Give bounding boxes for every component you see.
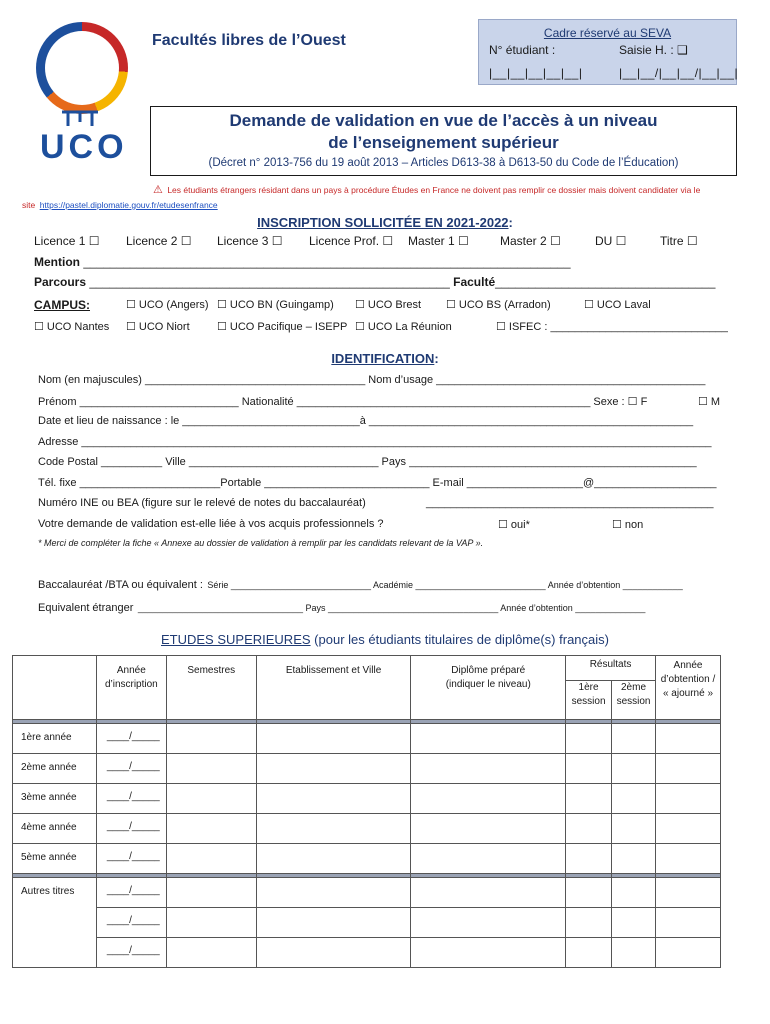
session2-cell[interactable] <box>612 754 656 784</box>
seva-student-number-label: N° étudiant : <box>489 43 556 57</box>
campus-pacifique[interactable]: ☐ UCO Pacifique – ISEPP <box>217 321 348 333</box>
session1-cell[interactable] <box>566 908 612 938</box>
ine-field[interactable]: _______________________________________________ <box>426 497 714 509</box>
diplome-cell[interactable] <box>411 784 566 814</box>
table-row <box>13 844 721 874</box>
diplome-cell[interactable] <box>411 878 566 908</box>
diplome-cell[interactable] <box>411 814 566 844</box>
title-decree: (Décret n° 2013-756 du 19 août 2013 – Articles D613-38 à D613-50 du Code de l’Éducation) <box>208 157 679 169</box>
faculte-field[interactable]: _________________________________ <box>495 275 716 289</box>
row-label: 3ème année <box>13 784 97 814</box>
year-field[interactable]: ____/_____ <box>96 814 166 844</box>
vap-note: * Merci de compléter la fiche « Annexe au dossier de validation à remplir par les candidats relevant de la VAP ». <box>38 538 484 548</box>
session1-cell[interactable] <box>566 784 612 814</box>
level-licence-1[interactable]: Licence 1 ☐ <box>34 234 100 248</box>
institution-name: Facultés libres de l’Ouest <box>152 32 346 49</box>
semestres-cell[interactable] <box>166 878 256 908</box>
header-semestres: Semestres <box>166 656 256 720</box>
obtention-cell[interactable] <box>656 938 721 968</box>
header-etablissement: Etablissement et Ville <box>256 656 411 720</box>
etablissement-cell[interactable] <box>256 844 411 874</box>
identification-section-title <box>0 351 770 366</box>
obtention-cell[interactable] <box>656 724 721 754</box>
diplome-cell[interactable] <box>411 724 566 754</box>
row-label: 1ère année <box>13 724 97 754</box>
inscription-title-text: INSCRIPTION SOLLICITÉE EN 2021-2022 <box>257 215 509 230</box>
mention-field[interactable]: _________________________________________________________________________ <box>83 255 571 269</box>
session1-cell[interactable] <box>566 844 612 874</box>
inscription-section-title <box>0 215 770 230</box>
session2-cell[interactable] <box>612 938 656 968</box>
etablissement-cell[interactable] <box>256 724 411 754</box>
session2-cell[interactable] <box>612 724 656 754</box>
adresse-field[interactable]: Adresse _______________________________________________________________________________________________________ <box>38 436 712 448</box>
row-label: 5ème année <box>13 844 97 874</box>
etablissement-cell[interactable] <box>256 908 411 938</box>
level-master-2[interactable]: Master 2 ☐ <box>500 234 561 248</box>
warning-site-line <box>22 195 218 213</box>
etablissement-cell[interactable] <box>256 938 411 968</box>
faculte-label: Faculté <box>453 275 496 289</box>
uco-logo-text: UCO <box>40 128 128 166</box>
code-postal-field[interactable]: Code Postal __________ Ville _______________________________ Pays _______________________________________________ <box>38 456 697 468</box>
header-annee-inscription: Année d’inscription <box>96 656 166 720</box>
campus-label: CAMPUS: <box>34 298 90 312</box>
parcours-field[interactable]: ______________________________________________________ <box>89 275 450 289</box>
campus-niort[interactable]: ☐ UCO Niort <box>126 321 190 333</box>
etudes-section-title <box>0 632 770 647</box>
warning-icon: ⚠ <box>153 184 163 196</box>
equivalent-fields[interactable]: _________________________________ Pays __________________________________ Année d’obtention ______________ <box>137 603 646 613</box>
level-licence-3[interactable]: Licence 3 ☐ <box>217 234 283 248</box>
campus-reunion[interactable]: ☐ UCO La Réunion <box>355 321 452 333</box>
seva-saisie-label: Saisie H. : ❑ <box>619 43 688 57</box>
uco-logo-ring <box>36 22 128 114</box>
year-field[interactable]: ____/_____ <box>96 878 166 908</box>
warning-site-label: site <box>22 200 36 210</box>
warning-text: Les étudiants étrangers résidant dans un pays à procédure Études en France ne doivent pas remplir ce dossier mais doivent candidater via le <box>167 185 701 195</box>
row-label: 2ème année <box>13 754 97 784</box>
header-blank <box>13 656 97 720</box>
session2-cell[interactable] <box>612 814 656 844</box>
session2-cell[interactable] <box>612 844 656 874</box>
etablissement-cell[interactable] <box>256 754 411 784</box>
equivalent-row <box>38 598 645 616</box>
semestres-cell[interactable] <box>166 938 256 968</box>
seva-title: Cadre réservé au SEVA <box>543 26 672 40</box>
session2-cell[interactable] <box>612 878 656 908</box>
semestres-cell[interactable] <box>166 754 256 784</box>
vap-question: Votre demande de validation est-elle liée à vos acquis professionnels ? <box>38 518 384 530</box>
session2-cell[interactable] <box>612 908 656 938</box>
level-licence-2[interactable]: Licence 2 ☐ <box>126 234 192 248</box>
session1-cell[interactable] <box>566 814 612 844</box>
campus-brest[interactable]: ☐ UCO Brest <box>355 299 422 311</box>
semestres-cell[interactable] <box>166 784 256 814</box>
session1-cell[interactable] <box>566 724 612 754</box>
table-row <box>13 724 721 754</box>
diplome-cell[interactable] <box>411 754 566 784</box>
year-field[interactable]: ____/_____ <box>96 724 166 754</box>
level-master-1[interactable]: Master 1 ☐ <box>408 234 469 248</box>
etudes-subtitle: (pour les étudiants titulaires de diplôme(s) français) <box>314 632 609 647</box>
campus-isfec[interactable]: ☐ ISFEC : _____________________________ <box>496 321 728 333</box>
diplome-cell[interactable] <box>411 844 566 874</box>
etudes-table <box>12 655 721 968</box>
level-titre[interactable]: Titre ☐ <box>660 234 698 248</box>
table-header-row <box>13 656 721 681</box>
nom-field[interactable]: Nom (en majuscules) ____________________________________ Nom d’usage ____________________________________________ <box>38 374 706 386</box>
vap-oui-checkbox[interactable]: ☐ oui* <box>498 519 530 531</box>
seva-date-boxes[interactable]: |__|__/|__|__/|__|__| <box>619 66 739 80</box>
table-row <box>13 938 721 968</box>
diplome-cell[interactable] <box>411 938 566 968</box>
header-diplome: Diplôme préparé (indiquer le niveau) <box>411 656 566 720</box>
parcours-label: Parcours <box>34 275 87 289</box>
year-field[interactable]: ____/_____ <box>96 754 166 784</box>
etablissement-cell[interactable] <box>256 878 411 908</box>
session1-cell[interactable] <box>566 754 612 784</box>
obtention-cell[interactable] <box>656 878 721 908</box>
telephone-field[interactable]: Tél. fixe _______________________Portable ___________________________ E-mail ___________________@____________________ <box>38 477 717 489</box>
semestres-cell[interactable] <box>166 814 256 844</box>
session2-cell[interactable] <box>612 784 656 814</box>
year-field[interactable]: ____/_____ <box>96 844 166 874</box>
parcours-row <box>34 275 715 289</box>
title-line-2: de l’enseignement supérieur <box>328 133 559 152</box>
semestres-cell[interactable] <box>166 724 256 754</box>
campus-laval[interactable]: ☐ UCO Laval <box>584 299 651 311</box>
table-row <box>13 784 721 814</box>
year-field[interactable]: ____/_____ <box>96 938 166 968</box>
equivalent-label: Equivalent étranger <box>38 602 134 614</box>
autres-titres-label: Autres titres <box>13 878 97 968</box>
foreign-students-warning <box>153 180 763 198</box>
campus-angers[interactable]: ☐ UCO (Angers) <box>126 299 209 311</box>
semestres-cell[interactable] <box>166 844 256 874</box>
ine-label: Numéro INE ou BEA (figure sur le relevé de notes du baccalauréat) <box>38 497 366 509</box>
bac-fields[interactable]: Série ____________________________ Académie __________________________ Année d’obtention ____________ <box>207 580 683 590</box>
bac-row <box>38 575 683 593</box>
header-resultats: Résultats <box>566 656 656 681</box>
session1-cell[interactable] <box>566 878 612 908</box>
etablissement-cell[interactable] <box>256 814 411 844</box>
table-row <box>13 754 721 784</box>
prenom-field[interactable]: Prénom __________________________ Nationalité ________________________________________________ Sexe : ☐ F <box>38 396 648 408</box>
campus-arradon[interactable]: ☐ UCO BS (Arradon) <box>446 299 551 311</box>
obtention-cell[interactable] <box>656 844 721 874</box>
campus-nantes[interactable]: ☐ UCO Nantes <box>34 321 110 333</box>
mention-label: Mention <box>34 255 80 269</box>
campus-guingamp[interactable]: ☐ UCO BN (Guingamp) <box>217 299 334 311</box>
title-line-1: Demande de validation en vue de l’accès à un niveau <box>229 111 658 130</box>
year-field[interactable]: ____/_____ <box>96 784 166 814</box>
vap-non-checkbox[interactable]: ☐ non <box>612 519 644 531</box>
table-row <box>13 878 721 908</box>
year-field[interactable]: ____/_____ <box>96 908 166 938</box>
header-obtention: Année d’obtention / « ajourné » <box>656 656 721 720</box>
main-title-box <box>150 106 737 176</box>
header-session-2: 2ème session <box>612 680 656 719</box>
obtention-cell[interactable] <box>656 814 721 844</box>
obtention-cell[interactable] <box>656 908 721 938</box>
row-label: 4ème année <box>13 814 97 844</box>
header-session-1: 1ère session <box>566 680 612 719</box>
diplome-cell[interactable] <box>411 908 566 938</box>
level-licence-prof[interactable]: Licence Prof. ☐ <box>309 234 394 248</box>
mention-row <box>34 255 571 269</box>
table-row <box>13 908 721 938</box>
obtention-cell[interactable] <box>656 754 721 784</box>
table-row <box>13 814 721 844</box>
naissance-field[interactable]: Date et lieu de naissance : le _____________________________à _____________________________________________________ <box>38 415 694 427</box>
seva-reserved-box <box>478 19 737 85</box>
level-du[interactable]: DU ☐ <box>595 234 627 248</box>
identification-title-colon: : <box>434 351 439 366</box>
etudes-en-france-link[interactable]: https://pastel.diplomatie.gouv.fr/etudesenfrance <box>39 200 218 210</box>
seva-number-boxes[interactable]: |__|__|__|__|__| <box>489 66 583 80</box>
bac-label: Baccalauréat /BTA ou équivalent : <box>38 579 203 591</box>
identification-title-text: IDENTIFICATION <box>331 351 435 366</box>
obtention-cell[interactable] <box>656 784 721 814</box>
etudes-title: ETUDES SUPERIEURES <box>161 632 311 647</box>
session1-cell[interactable] <box>566 938 612 968</box>
etablissement-cell[interactable] <box>256 784 411 814</box>
uco-logo-mark-icon <box>60 108 100 128</box>
semestres-cell[interactable] <box>166 908 256 938</box>
inscription-title-colon: : <box>508 215 513 230</box>
sexe-m-checkbox[interactable]: ☐ M <box>698 396 721 408</box>
